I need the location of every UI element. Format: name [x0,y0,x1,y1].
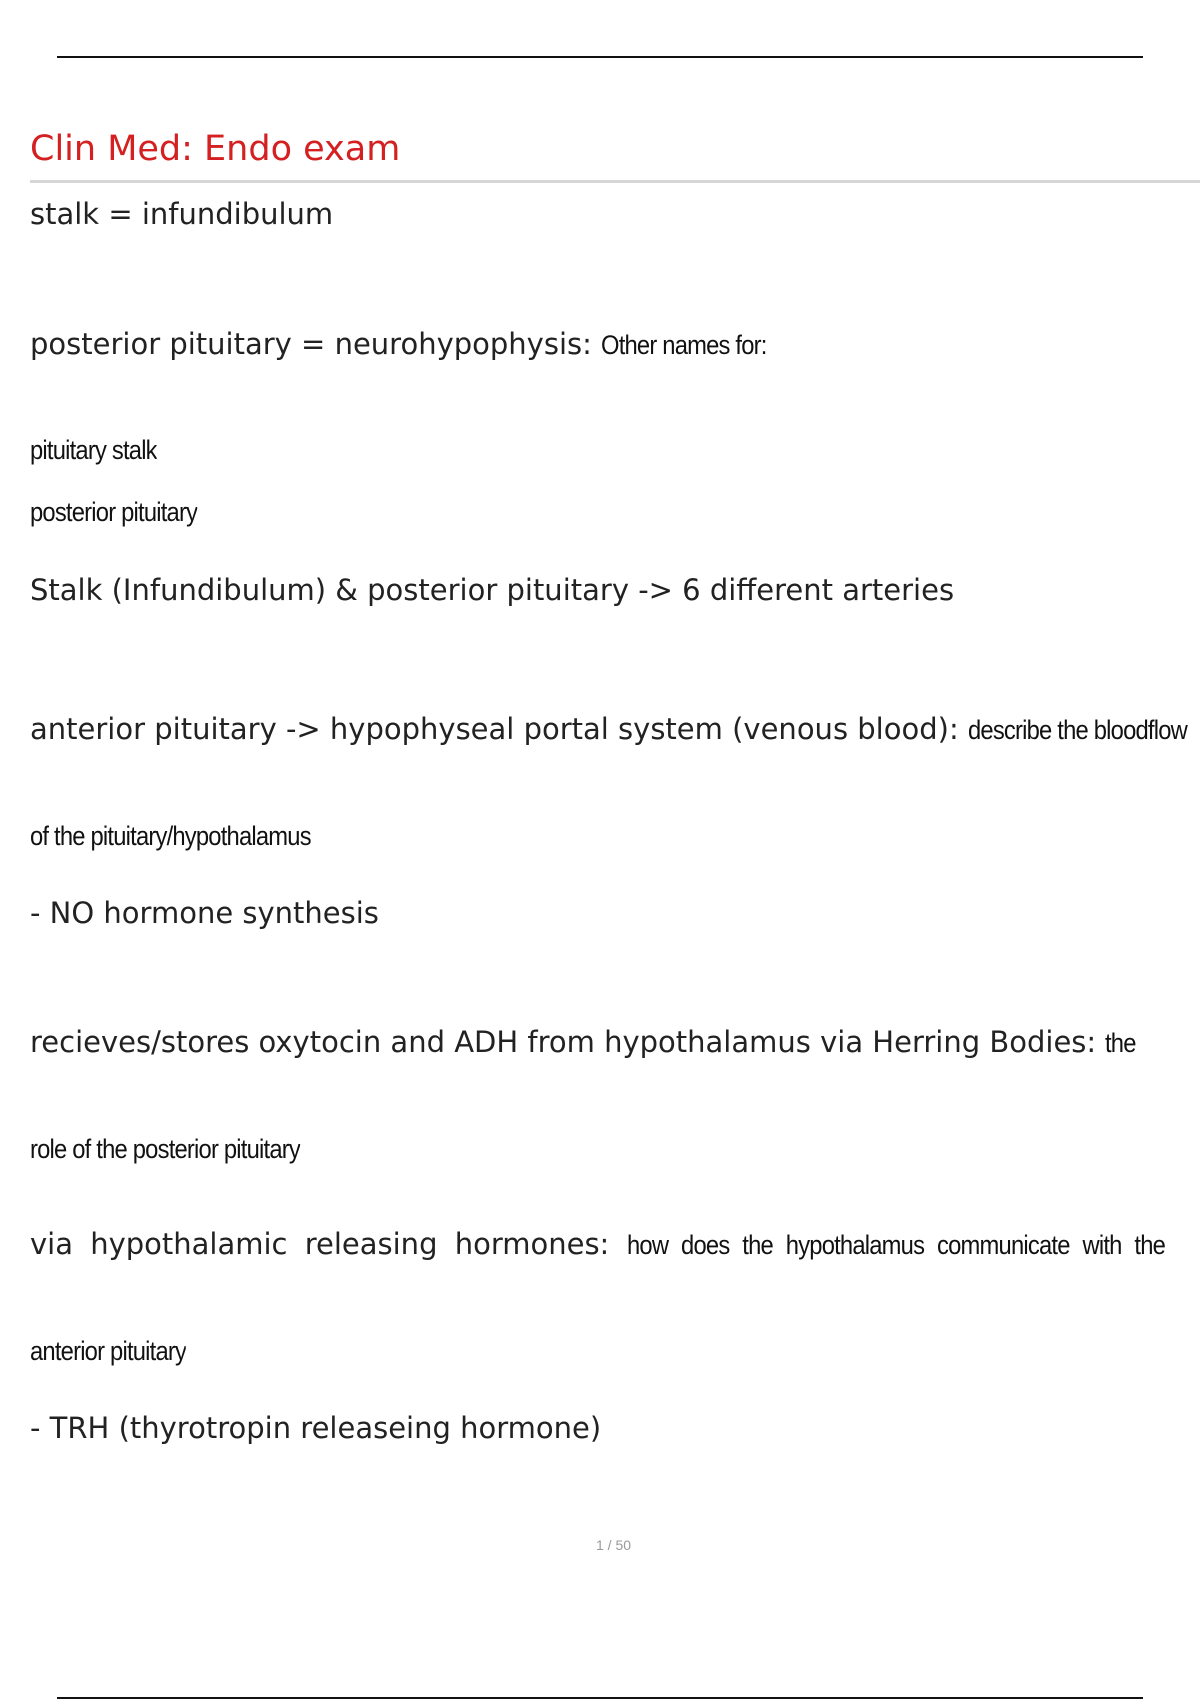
term-text: - NO hormone synthesis [30,896,379,930]
question-text: role of the posterior pituitary [30,1134,300,1164]
note-line [30,1023,1140,1062]
term-text: anterior pituitary -> hypophyseal portal system (venous blood): [30,712,959,746]
note-line [30,1409,601,1447]
question-text: pituitary stalk [30,435,157,465]
term-text: via hypothalamic releasing hormones: [30,1227,610,1261]
page-number: 1 / 50 [595,1537,632,1553]
note-line [30,1334,186,1368]
term-text: stalk = infundibulum [30,197,334,231]
note-line [30,894,379,932]
question-text: Other names for: [601,330,767,360]
title-underline [30,180,1200,183]
note-line [30,571,954,609]
term-text: posterior pituitary = neurohypophysis: [30,327,592,361]
question-text: posterior pituitary [30,497,198,527]
note-line [30,1132,300,1166]
term-text: Stalk (Infundibulum) & posterior pituitary -> 6 different arteries [30,573,955,607]
term-text: recieves/stores oxytocin and ADH from hypothalamus via Herring Bodies: [30,1025,1097,1059]
note-line [30,1225,1200,1264]
bottom-border-rule [57,1697,1143,1699]
question-text: how does the hypothalamus communicate with the [626,1230,1165,1260]
term-text: - TRH (thyrotropin releaseing hormone) [30,1411,602,1445]
document-title: Clin Med: Endo exam [30,129,401,169]
note-line [30,325,789,364]
note-line [30,195,333,233]
note-line [30,819,311,853]
question-text: describe the bloodflow [967,715,1187,745]
note-line [30,495,197,529]
note-line [30,710,1200,749]
top-border-rule [57,56,1143,58]
question-text: of the pituitary/hypothalamus [30,821,311,851]
question-text: anterior pituitary [30,1336,187,1366]
question-text: the [1105,1028,1137,1058]
note-line [30,433,157,467]
